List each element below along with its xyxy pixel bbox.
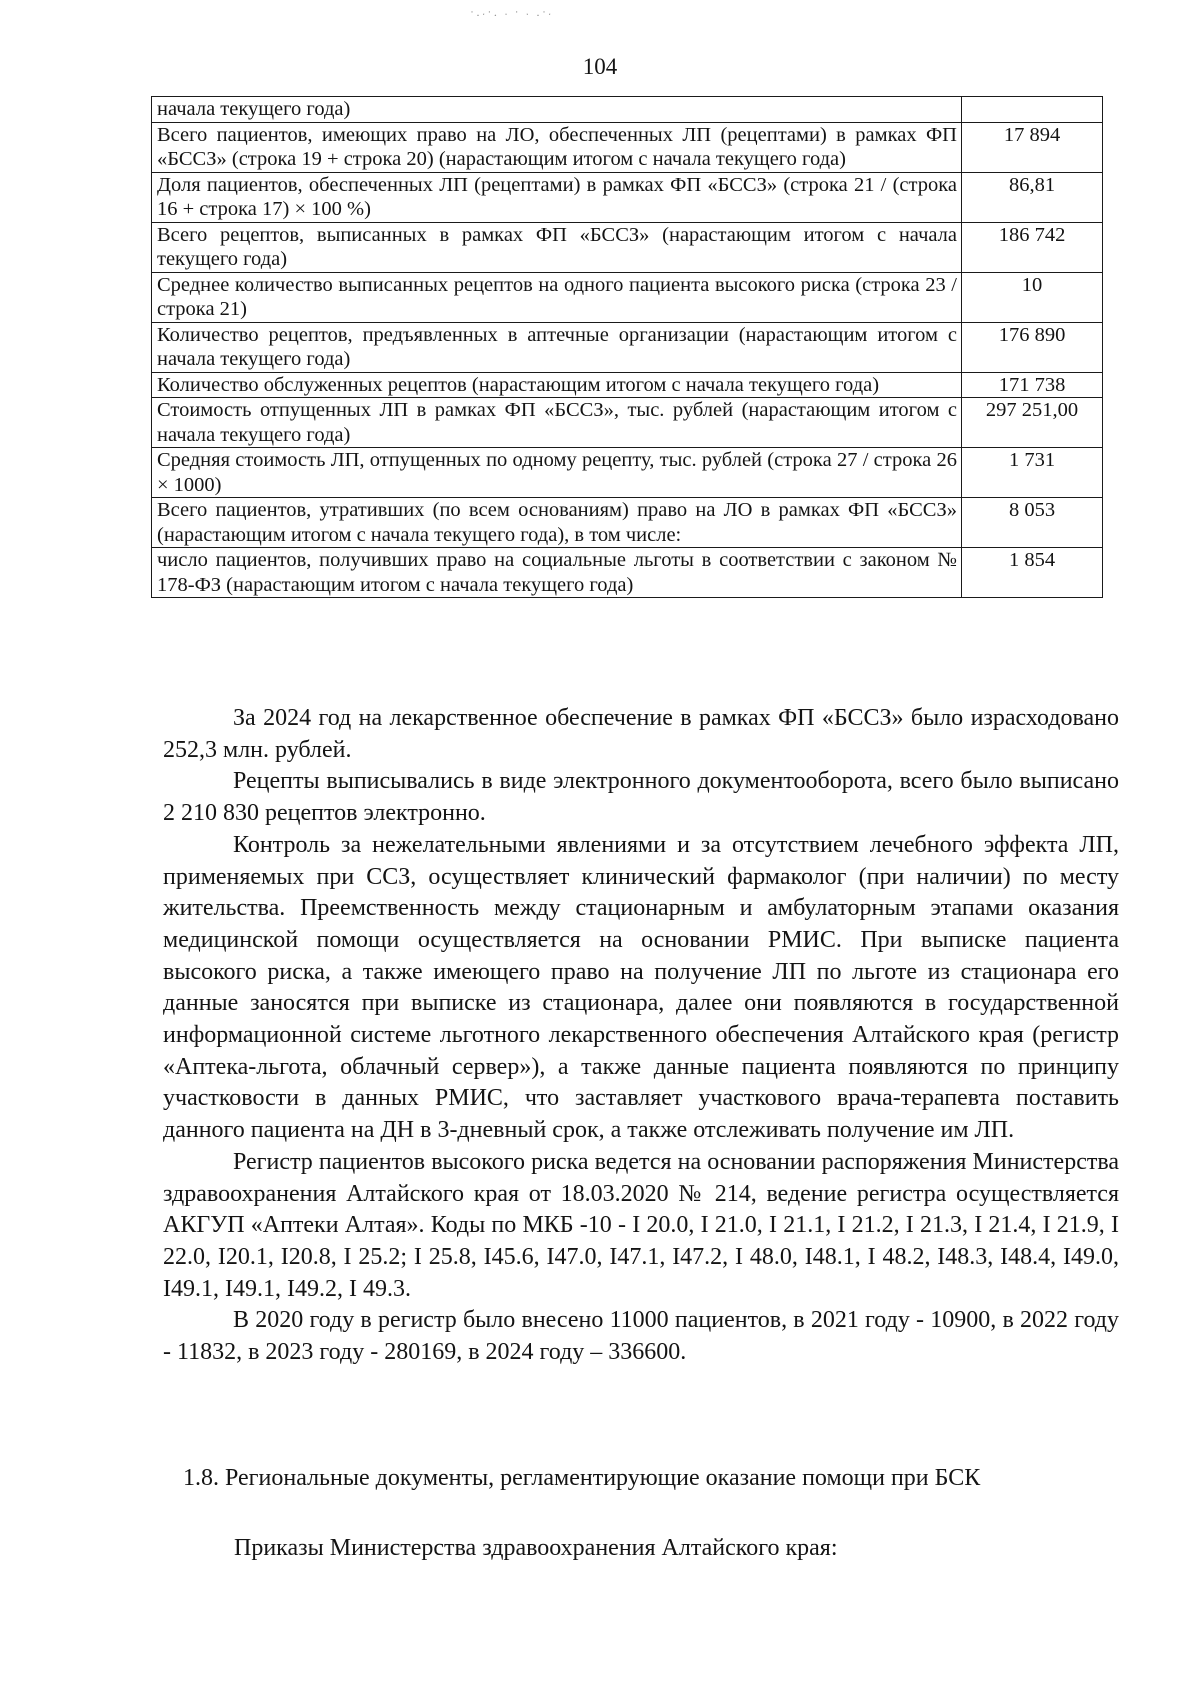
subheading: Приказы Министерства здравоохранения Алтайского края: [234,1535,838,1561]
table-row [152,322,1103,372]
table-cell-value: 297 251,00 [962,398,1103,448]
table-row [152,398,1103,448]
table-cell-label: Средняя стоимость ЛП, отпущенных по одному рецепту, тыс. рублей (строка 27 / строка 26 × 1000) [152,448,962,498]
paragraph: Регистр пациентов высокого риска ведется на основании распоряжения Министерства здравоохранения Алтайского края от 18.03.2020 № 214, ведение регистра осуществляется АКГУП «Аптеки Алтая». Коды по МКБ -10 - I 20.0, I 21.0, I 21.1, I 21.2, I 21.3, I 21.4, I 21.9, I 22.0, I20.1, I20.8, I 25.2; I 25.8, I45.6, I47.0, I47.1, I47.2, I 48.0, I48.1, I 48.2, I48.3, I48.4, I49.0, I49.1, I49.1, I49.2, I 49.3. [163,1148,1119,1302]
table-row [152,272,1103,322]
table-cell-value [962,97,1103,123]
section-heading: 1.8. Региональные документы, регламентирующие оказание помощи при БСК [183,1465,981,1491]
table-row [152,122,1103,172]
table-cell-label: Количество рецептов, предъявленных в аптечные организации (нарастающим итогом с начала текущего года) [152,322,962,372]
table-row [152,172,1103,222]
paragraph: Рецепты выписывались в виде электронного документооборота, всего было выписано 2 210 830 рецептов электронно. [163,768,1119,827]
table-cell-label: Среднее количество выписанных рецептов на одного пациента высокого риска (строка 23 / строка 21) [152,272,962,322]
table-cell-label: Количество обслуженных рецептов (нарастающим итогом с начала текущего года) [152,372,962,398]
table-cell-label: Всего пациентов, имеющих право на ЛО, обеспеченных ЛП (рецептами) в рамках ФП «БССЗ» (строка 19 + строка 20) (нарастающим итогом с начала текущего года) [152,122,962,172]
table-cell-value: 1 854 [962,548,1103,598]
page-number: 104 [582,54,618,79]
table-cell-label: Всего пациентов, утративших (по всем основаниям) право на ЛО в рамках ФП «БССЗ» (нарастающим итогом с начала текущего года), в том числе: [152,498,962,548]
table-cell-value: 17 894 [962,122,1103,172]
table-row [152,548,1103,598]
table-cell-label: Всего рецептов, выписанных в рамках ФП «БССЗ» (нарастающим итогом с начала текущего года) [152,222,962,272]
table-cell-value: 86,81 [962,172,1103,222]
table-row [152,448,1103,498]
table-cell-value: 176 890 [962,322,1103,372]
table-cell-value: 1 731 [962,448,1103,498]
table-cell-value: 171 738 [962,372,1103,398]
paragraph: Контроль за нежелательными явлениями и за отсутствием лечебного эффекта ЛП, применяемых при ССЗ, осуществляет клинический фармаколог (при наличии) по месту жительства. Преемственность между стационарным и амбулаторным этапами оказания медицинской помощи осуществляется на основании РМИС. При выписке пациента высокого риска, а также имеющего право на получение ЛП по льготе из стационара его данные заносятся при выписке из стационара, далее они появляются в государственной информационной системе льготного лекарственного обеспечения Алтайского края (регистр «Аптека-льгота, облачный сервер»), а также данные пациента появляются по принципу участковости в данных РМИС, что заставляет участкового врача-терапевта поставить данного пациента на ДН в 3-дневный срок, а также отслеживать получение им ЛП. [163,831,1119,1144]
table-row [152,97,1103,123]
table-cell-label: число пациентов, получивших право на социальные льготы в соответствии с законом № 178-ФЗ (нарастающим итогом с начала текущего года) [152,548,962,598]
statistics-table [151,96,1103,598]
table-cell-label: начала текущего года) [152,97,962,123]
table-row [152,498,1103,548]
table-cell-label: Доля пациентов, обеспеченных ЛП (рецептами) в рамках ФП «БССЗ» (строка 21 / (строка 16 + строка 17) × 100 %) [152,172,962,222]
table-cell-value: 186 742 [962,222,1103,272]
paragraph: В 2020 году в регистр было внесено 11000 пациентов, в 2021 году - 10900, в 2022 году - 11832, в 2023 году - 280169, в 2024 году – 336600. [163,1307,1119,1366]
table-cell-label: Стоимость отпущенных ЛП в рамках ФП «БССЗ», тыс. рублей (нарастающим итогом с начала текущего года) [152,398,962,448]
table-row [152,222,1103,272]
table-row [152,372,1103,398]
table-body [152,97,1103,598]
body-text [163,703,1119,1369]
paragraph: За 2024 год на лекарственное обеспечение в рамках ФП «БССЗ» было израсходовано 252,3 млн. рублей. [163,705,1119,763]
scan-artifact: ˙·ˑ˙· ˑ ˙ ˑ ·˙ˑ [470,8,554,22]
table-cell-value: 10 [962,272,1103,322]
table-cell-value: 8 053 [962,498,1103,548]
